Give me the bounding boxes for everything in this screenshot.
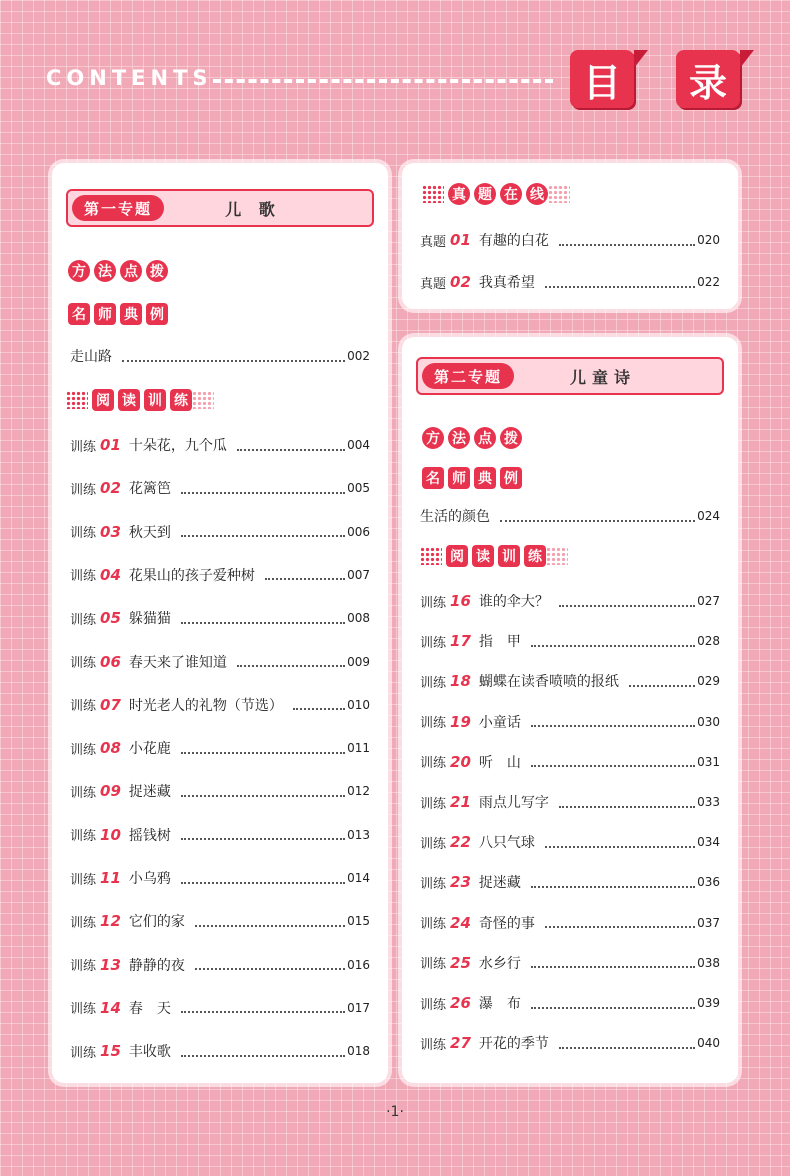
entry-prefix: 训练 <box>70 1045 97 1061</box>
toc-entry[interactable] <box>70 780 370 802</box>
chip: 点 <box>474 427 496 449</box>
dot-leader <box>500 511 695 522</box>
chip: 拨 <box>500 427 522 449</box>
famous-heading <box>422 467 522 489</box>
toc-entry[interactable] <box>420 831 720 853</box>
dots-decoration <box>548 185 570 203</box>
entry-page: 018 <box>347 1044 370 1059</box>
dots-decoration <box>546 547 568 565</box>
entry-title: 花篱笆 <box>128 481 171 498</box>
dot-leader <box>531 957 695 968</box>
entry-title: 走山路 <box>70 349 112 365</box>
entry-prefix: 真题 <box>420 234 447 250</box>
entry-title: 生活的颜色 <box>420 509 490 525</box>
toc-entry[interactable] <box>420 992 720 1014</box>
chip: 典 <box>474 467 496 489</box>
dot-leader <box>181 873 345 884</box>
title-char-1: 目 <box>570 50 634 108</box>
chip: 例 <box>500 467 522 489</box>
entry-number: 15 <box>100 1042 121 1061</box>
entry-page: 037 <box>697 915 720 930</box>
dot-leader <box>181 613 345 624</box>
dot-leader <box>293 699 345 710</box>
entry-prefix: 训练 <box>70 439 97 455</box>
reading-heading <box>446 545 546 567</box>
entry-prefix: 训练 <box>420 997 447 1013</box>
toc-entry[interactable] <box>70 954 370 976</box>
entry-title: 奇怪的事 <box>478 915 535 932</box>
toc-entry[interactable] <box>70 434 370 456</box>
dot-leader <box>559 235 695 246</box>
toc-entry[interactable] <box>420 791 720 813</box>
entry-prefix: 训练 <box>70 612 97 628</box>
entry-page: 007 <box>347 567 370 582</box>
entry-number: 01 <box>100 436 121 454</box>
entry-prefix: 训练 <box>420 836 447 852</box>
entry-title: 我真希望 <box>478 275 535 291</box>
right-top-panel <box>402 163 738 309</box>
entry-number: 02 <box>100 479 121 498</box>
toc-entry[interactable] <box>70 737 370 759</box>
toc-entry[interactable] <box>70 564 370 586</box>
entry-prefix: 训练 <box>70 482 97 498</box>
dot-leader <box>545 917 695 928</box>
entry-title: 指 甲 <box>478 634 521 651</box>
dots-decoration <box>420 547 442 565</box>
entry-title: 躲猫猫 <box>128 611 171 628</box>
entry-number: 21 <box>450 793 471 811</box>
chip: 训 <box>144 389 166 411</box>
entry-title: 水乡行 <box>478 955 521 972</box>
entry-number: 23 <box>450 873 471 892</box>
entry-page: 015 <box>347 914 370 929</box>
toc-entry[interactable] <box>70 824 370 846</box>
entry-page: 008 <box>347 611 370 626</box>
entry-title: 瀑 布 <box>478 996 521 1012</box>
dot-leader <box>531 756 695 767</box>
entry-page: 017 <box>347 1000 370 1015</box>
dot-leader <box>531 877 695 888</box>
dot-leader <box>531 716 695 727</box>
dot-leader <box>181 829 345 840</box>
entry-number: 07 <box>100 695 121 714</box>
entry-page: 005 <box>347 481 370 496</box>
entry-prefix: 训练 <box>70 959 97 975</box>
dot-leader <box>237 440 345 451</box>
entry-page: 011 <box>347 741 370 756</box>
entry-page: 012 <box>347 784 370 799</box>
toc-entry[interactable] <box>420 590 720 612</box>
chip: 师 <box>448 467 470 489</box>
toc-entry[interactable] <box>70 997 370 1019</box>
toc-entry[interactable] <box>420 751 720 773</box>
entry-number: 19 <box>450 712 471 731</box>
entry-number: 04 <box>100 565 121 584</box>
dots-decoration <box>422 185 444 203</box>
toc-entry[interactable] <box>420 271 720 293</box>
dot-leader <box>531 998 695 1009</box>
dot-leader <box>195 959 345 970</box>
entry-prefix: 训练 <box>70 1002 97 1018</box>
entry-title: 八只气球 <box>478 835 535 852</box>
entry-prefix: 训练 <box>420 595 447 611</box>
topic-tag: 第一专题 <box>72 195 164 221</box>
entry-prefix: 训练 <box>420 635 447 651</box>
topic-tag: 第二专题 <box>422 363 514 389</box>
chip: 题 <box>474 183 496 205</box>
entry-title: 雨点儿写字 <box>478 795 549 811</box>
entry-title: 摇钱树 <box>128 827 171 844</box>
chip: 法 <box>448 427 470 449</box>
chip: 法 <box>94 260 116 282</box>
entry-page: 014 <box>347 871 370 885</box>
chip: 读 <box>472 545 494 567</box>
entry-title: 捉迷藏 <box>478 875 521 892</box>
entry-prefix: 真题 <box>420 276 447 292</box>
dot-leader <box>122 351 345 362</box>
entry-title: 小乌鸦 <box>128 871 171 887</box>
dot-leader <box>181 1046 345 1057</box>
entry-page: 030 <box>697 714 720 729</box>
entry-title: 静静的夜 <box>128 957 185 974</box>
dot-leader <box>545 277 695 288</box>
dot-leader <box>237 656 345 667</box>
entry-prefix: 训练 <box>70 829 97 845</box>
entry-title: 听 山 <box>478 754 521 771</box>
entry-number: 09 <box>100 782 121 801</box>
entry-page: 036 <box>697 875 720 890</box>
entry-page: 002 <box>347 349 370 363</box>
dot-leader <box>559 596 695 607</box>
entry-page: 034 <box>697 835 720 850</box>
toc-entry[interactable] <box>420 630 720 652</box>
entry-number: 10 <box>100 825 121 844</box>
entry-page: 024 <box>697 509 720 523</box>
entry-number: 01 <box>450 231 471 249</box>
entry-title: 花果山的孩子爱种树 <box>128 567 255 584</box>
entry-title: 十朵花，九个瓜 <box>128 438 227 454</box>
toc-entry[interactable] <box>70 521 370 543</box>
entry-page: 022 <box>697 275 720 289</box>
chip: 阅 <box>92 389 114 411</box>
entry-prefix: 训练 <box>70 785 97 801</box>
dot-leader <box>181 786 345 797</box>
toc-entry[interactable] <box>420 1032 720 1054</box>
chip: 在 <box>500 183 522 205</box>
entry-number: 11 <box>100 869 121 887</box>
entry-title: 春天来了谁知道 <box>128 654 227 671</box>
chip: 练 <box>524 545 546 567</box>
entry-number: 08 <box>100 739 121 758</box>
entry-title: 春 天 <box>128 1000 171 1017</box>
chip: 方 <box>68 260 90 282</box>
entry-page: 006 <box>347 524 370 539</box>
toc-entry[interactable] <box>70 1040 370 1062</box>
example-row[interactable] <box>420 505 720 527</box>
toc-entry[interactable] <box>420 952 720 974</box>
chip: 练 <box>170 389 192 411</box>
entry-prefix: 训练 <box>420 957 447 973</box>
dot-leader <box>531 636 695 647</box>
entry-page: 039 <box>697 996 720 1010</box>
chip: 师 <box>94 303 116 325</box>
toc-entry[interactable] <box>70 607 370 629</box>
entry-page: 033 <box>697 795 720 809</box>
toc-entry[interactable] <box>70 867 370 889</box>
chip: 真 <box>448 183 470 205</box>
contents-label: CONTENTS <box>46 66 213 90</box>
toc-entry[interactable] <box>420 229 720 251</box>
entry-page: 009 <box>347 654 370 669</box>
topic-title: 儿童诗 <box>570 367 637 387</box>
dot-leader <box>181 743 345 754</box>
entry-prefix: 训练 <box>70 872 97 888</box>
entry-title: 它们的家 <box>128 914 185 931</box>
dot-leader <box>545 837 695 848</box>
entry-prefix: 训练 <box>420 917 447 933</box>
dots-decoration <box>66 391 88 409</box>
chip: 方 <box>422 427 444 449</box>
entry-number: 05 <box>100 609 121 628</box>
toc-entry[interactable] <box>70 910 370 932</box>
chip: 名 <box>422 467 444 489</box>
entry-number: 16 <box>450 592 471 610</box>
entry-page: 027 <box>697 594 720 608</box>
entry-number: 26 <box>450 994 471 1012</box>
dot-leader <box>559 797 695 808</box>
dot-leader <box>559 1038 695 1049</box>
example-row[interactable] <box>70 345 370 367</box>
entry-prefix: 训练 <box>420 675 447 691</box>
entry-title: 捉迷藏 <box>128 784 171 801</box>
entry-page: 004 <box>347 438 370 452</box>
entry-number: 18 <box>450 672 471 691</box>
entry-title: 秋天到 <box>128 524 171 541</box>
entry-title: 有趣的白花 <box>478 233 549 249</box>
method-heading <box>422 427 522 449</box>
chip: 点 <box>120 260 142 282</box>
entry-page: 029 <box>697 674 720 689</box>
dot-leader <box>195 916 345 927</box>
entry-title: 蝴蝶在读香喷喷的报纸 <box>478 674 619 691</box>
chip: 典 <box>120 303 142 325</box>
entry-number: 25 <box>450 953 471 972</box>
method-heading <box>68 260 168 282</box>
entry-page: 010 <box>347 697 370 712</box>
entry-number: 20 <box>450 752 471 771</box>
toc-entry[interactable] <box>70 694 370 716</box>
chip: 读 <box>118 389 140 411</box>
entry-number: 27 <box>450 1034 471 1053</box>
dot-leader <box>629 676 695 687</box>
entry-number: 22 <box>450 833 471 852</box>
toc-entry[interactable] <box>420 711 720 733</box>
entry-number: 06 <box>100 652 121 671</box>
dot-leader <box>181 483 345 494</box>
entry-page: 031 <box>697 754 720 769</box>
entry-number: 14 <box>100 998 121 1017</box>
entry-prefix: 训练 <box>70 526 97 542</box>
entry-prefix: 训练 <box>70 915 97 931</box>
entry-prefix: 训练 <box>70 742 97 758</box>
chip: 例 <box>146 303 168 325</box>
left-panel <box>52 163 388 1083</box>
reading-heading <box>92 389 192 411</box>
entry-number: 17 <box>450 632 471 651</box>
entry-page: 038 <box>697 955 720 970</box>
entry-prefix: 训练 <box>70 699 97 715</box>
entry-title: 开花的季节 <box>478 1036 549 1053</box>
chip: 线 <box>526 183 548 205</box>
topic-banner-2 <box>416 357 724 395</box>
entry-prefix: 训练 <box>420 796 447 812</box>
chip: 名 <box>68 303 90 325</box>
entry-title: 谁的伞大？ <box>478 594 549 610</box>
dot-leader <box>265 569 345 580</box>
entry-prefix: 训练 <box>420 716 447 732</box>
entry-page: 016 <box>347 957 370 972</box>
entry-prefix: 训练 <box>70 656 97 671</box>
entry-page: 040 <box>697 1036 720 1051</box>
chip: 拨 <box>146 260 168 282</box>
toc-entry[interactable] <box>420 670 720 692</box>
chip: 训 <box>498 545 520 567</box>
entry-title: 小花鹿 <box>128 741 171 758</box>
dot-leader <box>181 1002 345 1013</box>
entry-prefix: 训练 <box>420 876 447 892</box>
entry-number: 24 <box>450 913 471 932</box>
entry-number: 12 <box>100 912 121 931</box>
entry-number: 03 <box>100 522 121 541</box>
toc-entry[interactable] <box>420 912 720 934</box>
toc-entry[interactable] <box>70 477 370 499</box>
entry-page: 020 <box>697 233 720 247</box>
entry-prefix: 训练 <box>420 1037 447 1053</box>
entry-title: 小童话 <box>478 714 521 731</box>
entry-page: 028 <box>697 634 720 649</box>
dots-decoration <box>192 391 214 409</box>
famous-heading <box>68 303 168 325</box>
right-panel <box>402 337 738 1083</box>
toc-entry[interactable] <box>70 651 370 673</box>
header-dash-line <box>213 79 553 83</box>
exam-heading <box>448 183 548 205</box>
entry-number: 13 <box>100 955 121 974</box>
entry-prefix: 训练 <box>70 569 97 585</box>
topic-title: 儿 歌 <box>225 199 281 219</box>
entry-page: 013 <box>347 827 370 842</box>
topic-banner-1 <box>66 189 374 227</box>
entry-number: 02 <box>450 273 471 291</box>
dot-leader <box>181 526 345 537</box>
entry-prefix: 训练 <box>420 756 447 772</box>
page-number: ·1· <box>386 1104 404 1120</box>
entry-title: 时光老人的礼物（节选） <box>128 697 283 714</box>
toc-entry[interactable] <box>420 871 720 893</box>
chip: 阅 <box>446 545 468 567</box>
entry-title: 丰收歌 <box>128 1044 171 1061</box>
title-char-2: 录 <box>676 50 740 108</box>
